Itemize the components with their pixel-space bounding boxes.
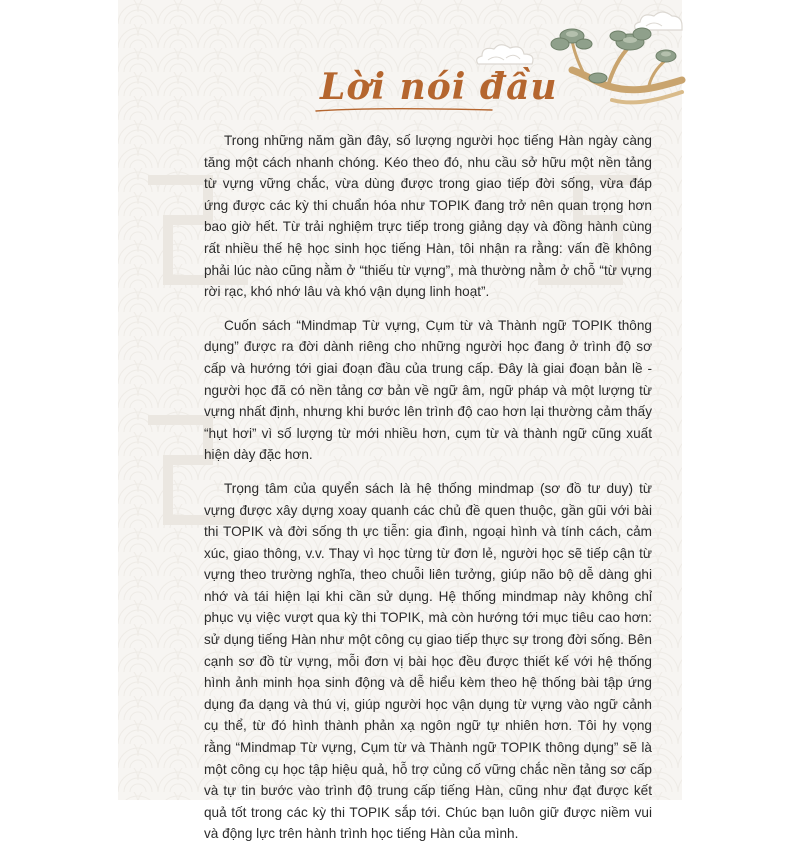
paragraph: Trong những năm gần đây, số lượng người học tiếng Hàn ngày càng tăng một cách nhanh chóng. Kéo theo đó, nhu cầu sở hữu một nền tảng từ vựng vững chắc, vừa dùng được trong giao tiếp đời sống, vừa đáp ứng được các kỳ thi chuẩn hóa như TOPIK đang trở nên quan trọng hơn bao giờ hết. Từ trải nghiệm trực tiếp trong giảng dạy và đồng hành cùng rất nhiều thế hệ học sinh học tiếng Hàn, tôi nhận ra rằng: vấn đề không phải lúc nào cũng nằm ở “thiếu từ vựng”, mà thường nằm ở chỗ “từ vựng rời rạc, khó nhớ lâu và khó vận dụng linh hoạt”. — [204, 133, 652, 300]
book-page — [118, 0, 682, 842]
paragraph: Trọng tâm của quyển sách là hệ thống mindmap (sơ đồ tư duy) từ vựng được xây dựng xoay quanh các chủ đề quen thuộc, gần gũi với bài thi TOPIK và đời sống th ực tiễn: gia đình, ngoại hình và tính cách, cảm xúc, giao thông, v.v. Thay vì học từng từ đơn lẻ, người học sẽ tiếp cận từ vựng theo trường nghĩa, theo chuỗi liên tưởng, giúp não bộ dễ dàng ghi nhớ và tái hiện lại khi cần sử dụng. Hệ thống mindmap này không chỉ phục vụ việc vượt qua kỳ thi TOPIK, mà còn hướng tới mục tiêu cao hơn: sử dụng tiếng Hàn như một công cụ giao tiếp thực sự trong đời sống. Bên cạnh sơ đồ từ vựng, mỗi đơn vị bài học đều được thiết kế với hệ thống hình ảnh minh họa sinh động và dễ hiểu kèm theo hệ thống bài tập ứng dụng đa dạng và thú vị, giúp người học vận dụng từ vựng vào ngữ cảnh cụ thể, từ đó hình thành phản xạ ngôn ngữ tự nhiên hơn. Tôi hy vọng rằng “Mindmap Từ vựng, Cụm từ và Thành ngữ TOPIK thông dụng” sẽ là một công cụ học tập hiệu quả, hỗ trợ củng cố vững chắc nền tảng sơ cấp và tự tin bước vào trình độ trung cấp tiếng Hàn, cũng như đạt được kết quả tốt trong các kỳ thi TOPIK sắp tới. Chúc bạn luôn giữ được niềm vui và động lực trên hành trình học tiếng Hàn của mình. — [204, 480, 652, 842]
title-flourish — [314, 106, 494, 114]
preface-body — [204, 130, 652, 857]
pine-branch-icon — [538, 14, 682, 114]
paragraph: Cuốn sách “Mindmap Từ vựng, Cụm từ và Thành ngữ TOPIK thông dụng” được ra đời dành riêng cho những người học đang ở trình độ sơ cấp và hướng tới giai đoạn đầu của trung cấp. Đây là giai đoạn bản lề - người học đã có nền tảng cơ bản về ngữ âm, ngữ pháp và một lượng từ vựng nhất định, nhưng khi bước lên trình độ cao hơn lại thường cảm thấy “hụt hơi” vì số lượng từ mới nhiều hơn, cụm từ và thành ngữ cũng xuất hiện dày đặc hơn. — [204, 317, 652, 463]
page-title: Lời nói đầu — [320, 66, 558, 108]
